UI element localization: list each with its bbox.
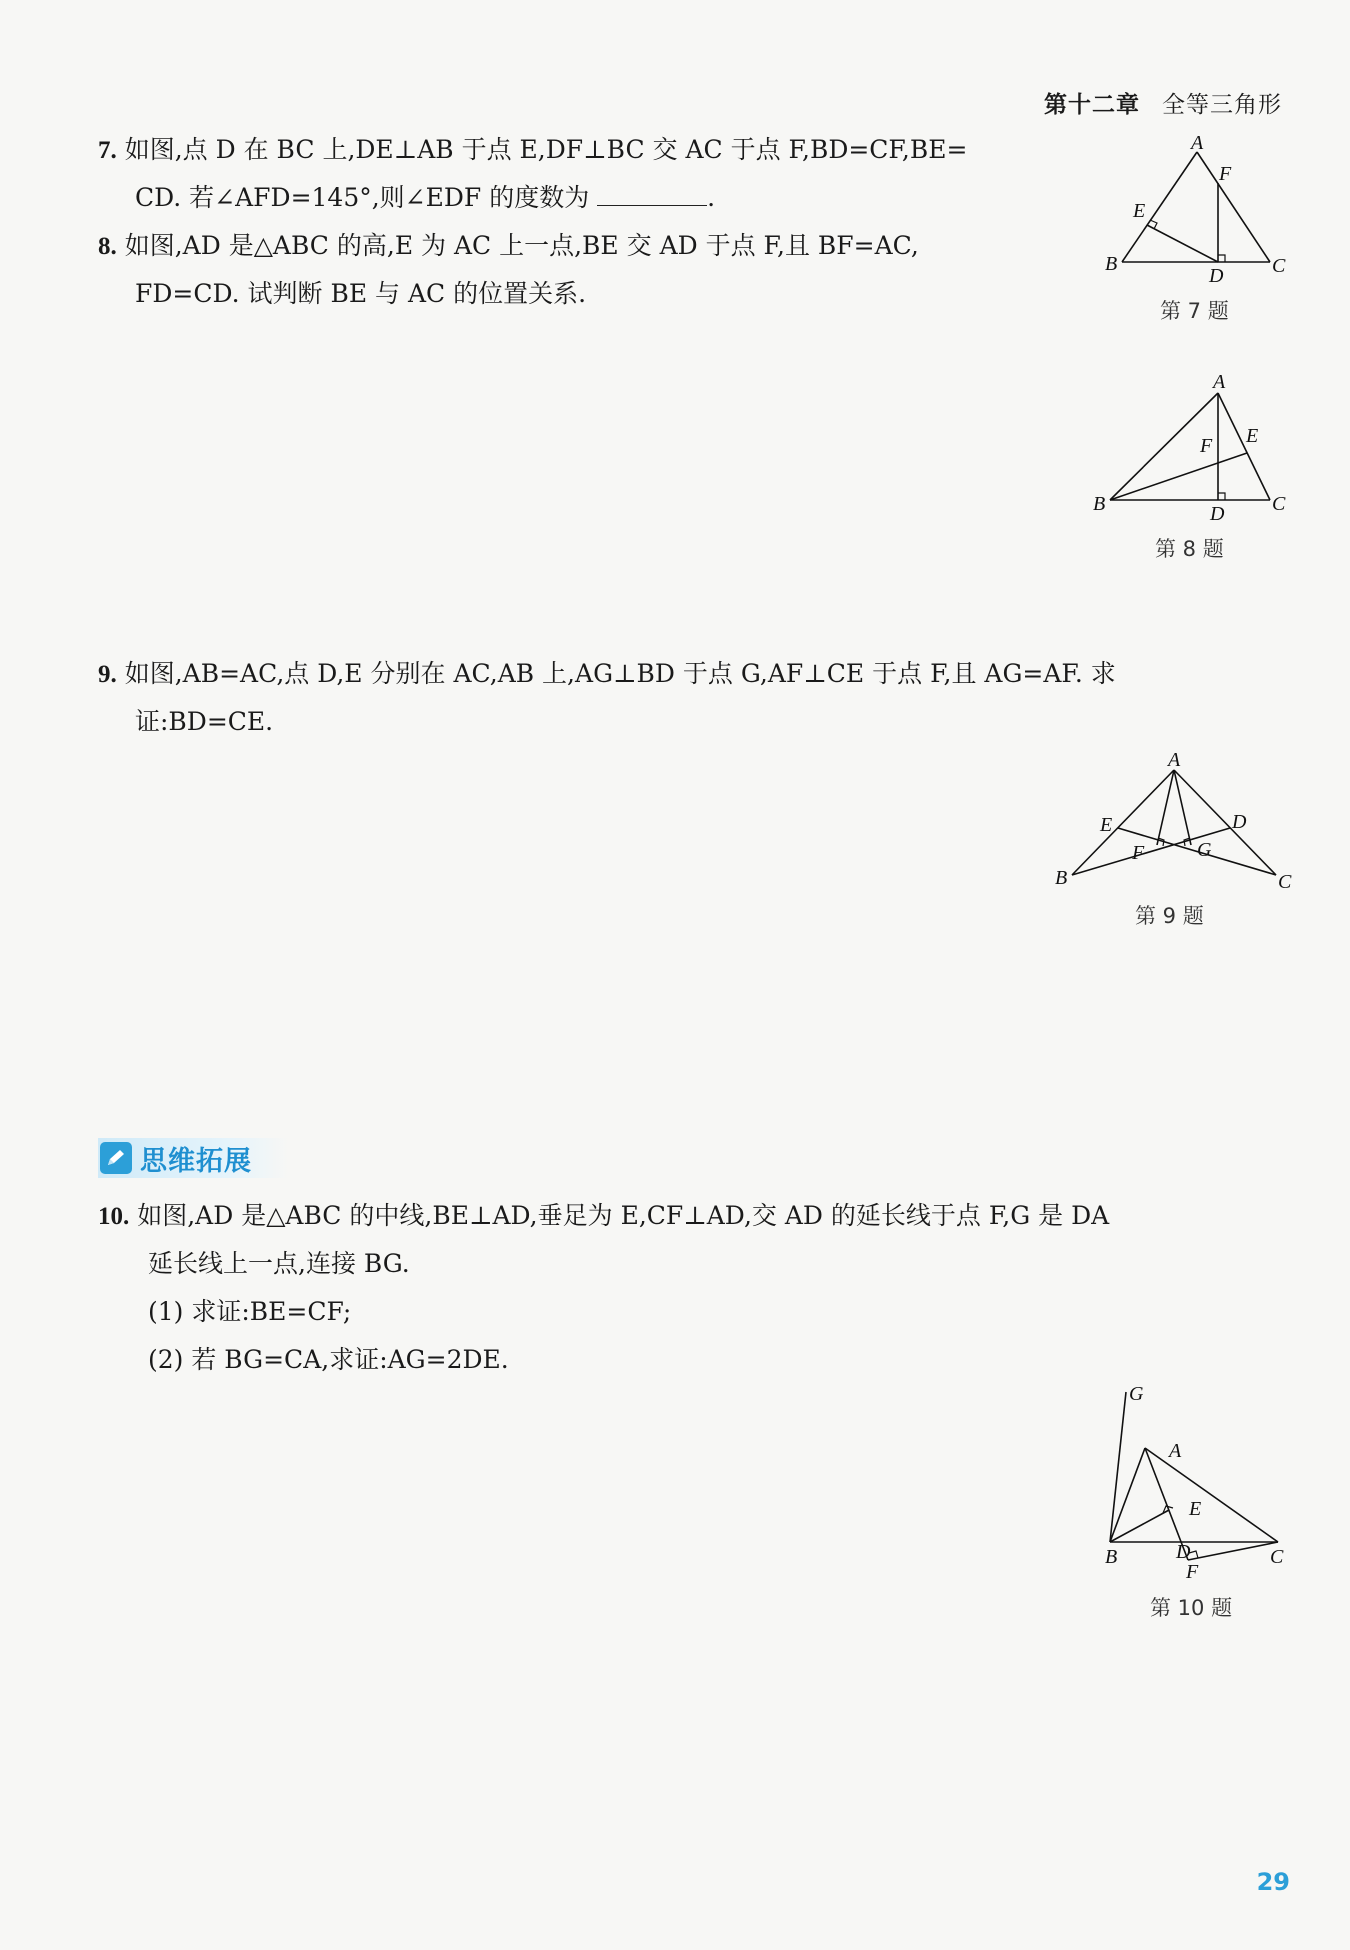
fig9-label-c: C — [1278, 871, 1292, 893]
fig8-side-ac — [1218, 393, 1270, 500]
fig10-label-d: D — [1176, 1541, 1191, 1563]
question-10-number: 10. — [98, 1203, 130, 1230]
fig7-side-ac — [1197, 152, 1270, 262]
fig10-label-f: F — [1186, 1561, 1199, 1580]
fig10-label-g: G — [1129, 1383, 1144, 1405]
figure-7-caption: 第 7 题 — [1160, 299, 1229, 323]
question-9-text-1: 如图,AB=AC,点 D,E 分别在 AC,AB 上,AG⊥BD 于点 G,AF⊥CE 于点 F,且 AG=AF. 求 — [124, 659, 1116, 688]
fig9-segment-ag — [1174, 770, 1191, 845]
figure-10 — [1090, 1380, 1290, 1580]
chapter-header — [1044, 86, 1282, 119]
fig9-label-d: D — [1232, 811, 1247, 833]
figure-9-caption: 第 9 题 — [1135, 904, 1204, 928]
figure-9 — [1050, 748, 1300, 898]
pencil-icon — [100, 1142, 132, 1174]
question-7-text-2: CD. 若∠AFD=145°,则∠EDF 的度数为 — [135, 183, 590, 212]
question-10-text-1: 如图,AD 是△ABC 的中线,BE⊥AD,垂足为 E,CF⊥AD,交 AD 的延长线于点 F,G 是 DA — [137, 1201, 1110, 1230]
fig10-side-ac — [1145, 1448, 1278, 1542]
fig8-segment-be — [1110, 453, 1247, 500]
question-10-line-2 — [148, 1248, 410, 1280]
fig8-label-b: B — [1093, 493, 1106, 515]
question-10-text-2: 延长线上一点,连接 BG. — [148, 1249, 410, 1278]
question-9-number: 9. — [98, 661, 117, 688]
fig7-label-b: B — [1105, 253, 1118, 275]
fig7-label-c: C — [1272, 255, 1286, 277]
fig10-label-e: E — [1189, 1498, 1202, 1520]
question-10-part-2-text: (2) 若 BG=CA,求证:AG=2DE. — [148, 1345, 509, 1374]
answer-blank[interactable] — [597, 183, 707, 206]
fig7-label-f: F — [1219, 163, 1232, 185]
question-8-line-2 — [135, 278, 586, 310]
fig8-label-c: C — [1272, 493, 1286, 515]
question-7-period: . — [707, 183, 716, 212]
figure-10-caption: 第 10 题 — [1150, 1596, 1233, 1620]
fig8-label-f: F — [1200, 435, 1213, 457]
question-10-line-1 — [98, 1200, 1109, 1233]
figure-8 — [1090, 370, 1290, 530]
fig8-label-d: D — [1210, 503, 1225, 525]
question-9-line-1 — [98, 658, 1116, 691]
section-banner — [98, 1138, 288, 1178]
question-8-line-1 — [98, 230, 919, 263]
question-10-part-1 — [148, 1296, 351, 1328]
fig9-label-g: G — [1197, 839, 1212, 861]
question-8-text-1: 如图,AD 是△ABC 的高,E 为 AC 上一点,BE 交 AD 于点 F,且 BF=AC, — [124, 231, 919, 260]
section-title: 思维拓展 — [140, 1145, 252, 1177]
figure-8-caption: 第 8 题 — [1155, 537, 1224, 561]
fig7-label-a: A — [1191, 132, 1204, 154]
question-7-line-2 — [135, 182, 715, 214]
fig7-label-e: E — [1133, 200, 1146, 222]
fig10-segment-be — [1110, 1510, 1169, 1542]
chapter-title: 全等三角形 — [1162, 92, 1282, 118]
fig9-label-a: A — [1168, 749, 1181, 771]
fig9-label-b: B — [1055, 867, 1068, 889]
fig8-right-angle-d — [1218, 493, 1225, 500]
question-9-line-2 — [135, 706, 273, 738]
fig10-label-b: B — [1105, 1546, 1118, 1568]
question-7-text-1: 如图,点 D 在 BC 上,DE⊥AB 于点 E,DF⊥BC 交 AC 于点 F,BD=CF,BE= — [124, 135, 968, 164]
fig10-segment-cf — [1188, 1542, 1278, 1560]
fig9-label-e: E — [1100, 814, 1113, 836]
question-9-text-2: 证:BD=CE. — [135, 707, 274, 736]
fig10-label-c: C — [1270, 1546, 1284, 1568]
question-10-part-2 — [148, 1344, 509, 1376]
fig8-label-a: A — [1213, 371, 1226, 393]
question-8-text-2: FD=CD. 试判断 BE 与 AC 的位置关系. — [135, 279, 587, 308]
question-7-line-1 — [98, 134, 967, 167]
question-10-part-1-text: (1) 求证:BE=CF; — [148, 1297, 352, 1326]
fig7-label-d: D — [1209, 265, 1224, 287]
fig8-label-e: E — [1246, 425, 1259, 447]
fig7-right-angle-d — [1218, 255, 1225, 262]
page-number: 29 — [1256, 1868, 1290, 1896]
question-8-number: 8. — [98, 233, 117, 260]
fig9-label-f: F — [1132, 842, 1145, 864]
fig9-segment-af — [1157, 770, 1174, 845]
chapter-number: 第十二章 — [1044, 92, 1140, 118]
fig10-label-a: A — [1169, 1440, 1182, 1462]
fig7-segment-de — [1147, 225, 1218, 262]
question-7-number: 7. — [98, 137, 117, 164]
